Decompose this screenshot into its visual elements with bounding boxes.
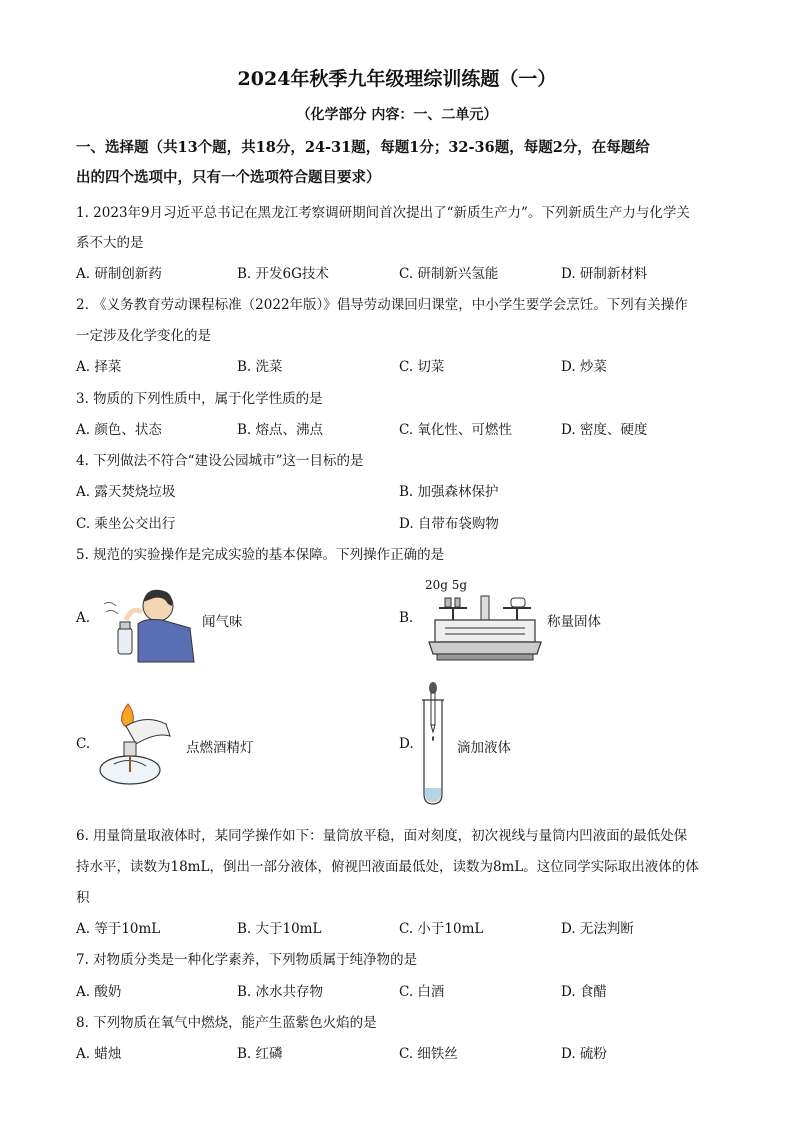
section-heading-line2: 出的四个选项中，只有一个选项符合题目要求） bbox=[76, 169, 381, 186]
question-2-option-d: D. 炒菜 bbox=[561, 359, 607, 375]
question-7-option-b: B. 冰水共存物 bbox=[237, 984, 324, 1000]
question-4-option-d: D. 自带布袋购物 bbox=[399, 516, 499, 532]
question-5-option-a: A. bbox=[76, 610, 91, 626]
question-1-option-b: B. 开发6G技术 bbox=[237, 266, 329, 282]
dropper-test-tube-illustration bbox=[418, 680, 448, 806]
question-7-stem: 7. 对物质分类是一种化学素养，下列物质属于纯净物的是 bbox=[76, 952, 418, 968]
question-2-stem-line2: 一定涉及化学变化的是 bbox=[76, 328, 211, 344]
section-heading-line1: 一、选择题（共13个题，共18分，24-31题，每题1分；32-36题，每题2分，在每题给 bbox=[76, 139, 650, 156]
balance-weights-label: 20g 5g bbox=[425, 578, 468, 592]
question-5-option-b: B. bbox=[399, 610, 414, 626]
question-6-option-b: B. 大于10mL bbox=[237, 921, 322, 937]
question-5-stem: 5. 规范的实验操作是完成实验的基本保障。下列操作正确的是 bbox=[76, 547, 445, 563]
question-5-caption-c: 点燃酒精灯 bbox=[186, 740, 254, 756]
question-1-stem-line2: 系不大的是 bbox=[76, 235, 144, 251]
question-3-option-c: C. 氧化性、可燃性 bbox=[399, 422, 512, 438]
page-title: 2024年秋季九年级理综训练题（一） bbox=[237, 68, 557, 90]
question-5-caption-d: 滴加液体 bbox=[457, 740, 511, 756]
question-2-option-b: B. 洗菜 bbox=[237, 359, 283, 375]
question-3-option-d: D. 密度、硬度 bbox=[561, 422, 648, 438]
question-8-option-b: B. 红磷 bbox=[237, 1046, 283, 1062]
question-8-stem: 8. 下列物质在氧气中燃烧，能产生蓝紫色火焰的是 bbox=[76, 1015, 377, 1031]
question-8-option-a: A. 蜡烛 bbox=[76, 1046, 122, 1062]
question-6-stem-line1: 6. 用量筒量取液体时，某同学操作如下：量筒放平稳，面对刻度，初次视线与量筒内凹液面的最低处保 bbox=[76, 828, 688, 844]
question-4-option-c: C. 乘坐公交出行 bbox=[76, 516, 176, 532]
question-3-stem: 3. 物质的下列性质中，属于化学性质的是 bbox=[76, 391, 323, 407]
question-6-option-c: C. 小于10mL bbox=[399, 921, 484, 937]
smelling-gas-illustration bbox=[96, 584, 196, 664]
question-2-option-a: A. 择菜 bbox=[76, 359, 122, 375]
question-5-option-d: D. bbox=[399, 736, 414, 752]
question-2-stem-line1: 2. 《义务教育劳动课程标准（2022年版）》倡导劳动课回归课堂，中小学生要学会烹饪。下列有关操作 bbox=[76, 297, 688, 313]
question-5-caption-b: 称量固体 bbox=[547, 614, 601, 630]
question-6-stem-line2: 持水平，读数为18mL，倒出一部分液体，俯视凹液面最低处，读数为8mL。这位同学实际取出液体的体 bbox=[76, 859, 699, 875]
question-1-stem-line1: 1. 2023年9月习近平总书记在黑龙江考察调研期间首次提出了“新质生产力”。下列新质生产力与化学关 bbox=[76, 205, 690, 221]
question-6-option-a: A. 等于10mL bbox=[76, 921, 161, 937]
page-subtitle: （化学部分 内容：一、二单元） bbox=[296, 107, 498, 123]
question-8-option-d: D. 硫粉 bbox=[561, 1046, 607, 1062]
question-1-option-d: D. 研制新材料 bbox=[561, 266, 648, 282]
question-3-option-a: A. 颜色、状态 bbox=[76, 422, 162, 438]
question-5-option-c: C. bbox=[76, 736, 91, 752]
question-3-option-b: B. 熔点、沸点 bbox=[237, 422, 324, 438]
alcohol-lamp-illustration bbox=[96, 700, 186, 786]
question-7-option-a: A. 酸奶 bbox=[76, 984, 122, 1000]
question-6-option-d: D. 无法判断 bbox=[561, 921, 634, 937]
question-8-option-c: C. 细铁丝 bbox=[399, 1046, 458, 1062]
question-5-caption-a: 闻气味 bbox=[202, 614, 243, 630]
question-7-option-c: C. 白酒 bbox=[399, 984, 445, 1000]
question-1-option-c: C. 研制新兴氢能 bbox=[399, 266, 499, 282]
question-1-option-a: A. 研制创新药 bbox=[76, 266, 162, 282]
question-2-option-c: C. 切菜 bbox=[399, 359, 445, 375]
question-4-option-a: A. 露天焚烧垃圾 bbox=[76, 484, 176, 500]
balance-scale-illustration bbox=[425, 592, 545, 664]
question-4-option-b: B. 加强森林保护 bbox=[399, 484, 499, 500]
question-6-stem-line3: 积 bbox=[76, 890, 90, 906]
question-4-stem: 4. 下列做法不符合“建设公园城市”这一目标的是 bbox=[76, 453, 364, 469]
question-7-option-d: D. 食醋 bbox=[561, 984, 607, 1000]
